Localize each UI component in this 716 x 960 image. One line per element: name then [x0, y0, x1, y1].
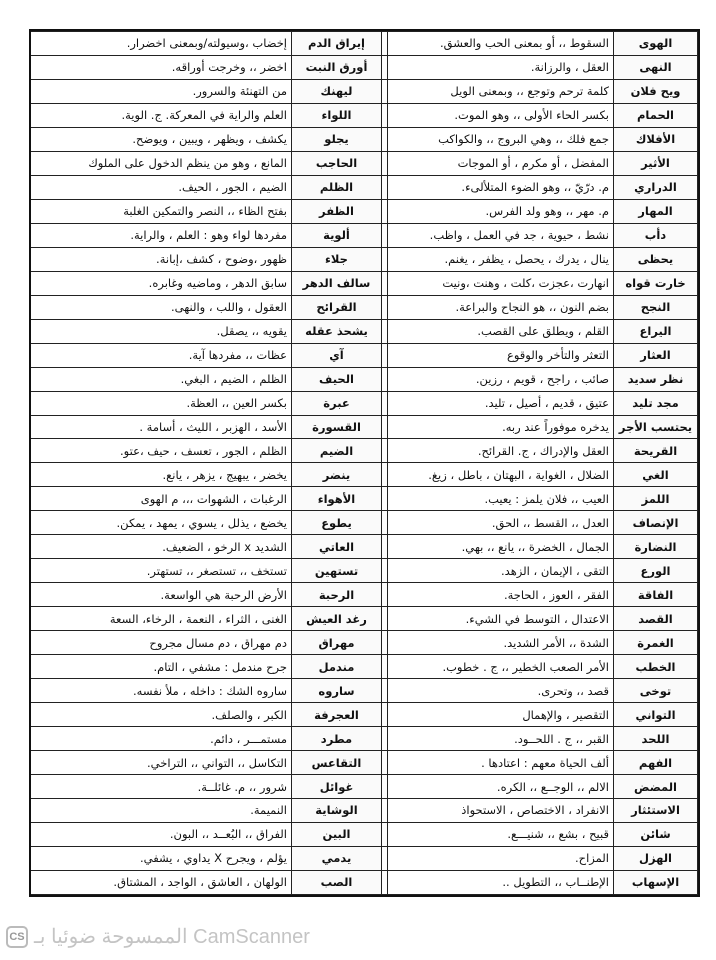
- word-cell: الخطب: [614, 655, 698, 679]
- meaning-cell: المفضل ، أو مكرم ، أو الموجات: [388, 151, 614, 175]
- column-gap: [382, 343, 388, 367]
- table-row: [29, 319, 698, 343]
- word-cell: الإسهاب: [614, 870, 698, 894]
- meaning-cell: النميمة.: [29, 799, 292, 823]
- table-row: [29, 799, 698, 823]
- word-cell: مندمل: [292, 655, 382, 679]
- column-gap: [382, 463, 388, 487]
- meaning-cell: ألف الحياة معهم : اعتادها .: [388, 751, 614, 775]
- meaning-cell: قصد ،، وتحرى.: [388, 679, 614, 703]
- word-cell: ويح فلان: [614, 79, 698, 103]
- meaning-cell: القبر ،، ج . اللحــود.: [388, 727, 614, 751]
- meaning-cell: كلمة ترحم وتوجع ،، وبمعنى الويل: [388, 79, 614, 103]
- column-gap: [382, 775, 388, 799]
- meaning-cell: يقويه ،، يصقل.: [29, 319, 292, 343]
- glossary-table: [29, 31, 698, 895]
- word-cell: الوشاية: [292, 799, 382, 823]
- word-cell: مطرد: [292, 727, 382, 751]
- word-cell: غوائل: [292, 775, 382, 799]
- meaning-cell: يدخره موفوراً عند ربه.: [388, 415, 614, 439]
- column-gap: [382, 799, 388, 823]
- word-cell: ليهنك: [292, 79, 382, 103]
- column-gap: [382, 727, 388, 751]
- table-row: [29, 127, 698, 151]
- table-row: [29, 631, 698, 655]
- word-cell: يحظى: [614, 247, 698, 271]
- meaning-cell: ظهور ،وضوح ، كشف ،إبانة.: [29, 247, 292, 271]
- meaning-cell: الأسد ، الهزبر ، الليث ، أسامة .: [29, 415, 292, 439]
- table-row: [29, 32, 698, 56]
- meaning-cell: الولهان ، العاشق ، الواجد ، المشتاق.: [29, 870, 292, 894]
- word-cell: يجلو: [292, 127, 382, 151]
- word-cell: اللواء: [292, 103, 382, 127]
- meaning-cell: مفردها لواء وهو : العلم ، والراية.: [29, 223, 292, 247]
- meaning-cell: قبيح ، بشع ،، شنيـــع.: [388, 822, 614, 846]
- word-cell: الاستئثار: [614, 799, 698, 823]
- column-gap: [382, 535, 388, 559]
- word-cell: ينضر: [292, 463, 382, 487]
- meaning-cell: شرور ،، م. غائلــة.: [29, 775, 292, 799]
- column-gap: [382, 127, 388, 151]
- word-cell: البين: [292, 822, 382, 846]
- glossary-rows: [29, 32, 698, 895]
- word-cell: الهوى: [614, 32, 698, 56]
- word-cell: الأفلاك: [614, 127, 698, 151]
- word-cell: الغمرة: [614, 631, 698, 655]
- word-cell: اللمز: [614, 487, 698, 511]
- meaning-cell: سابق الدهر ، وماضيه وغابره.: [29, 271, 292, 295]
- table-row: [29, 655, 698, 679]
- table-row: [29, 822, 698, 846]
- word-cell: الورع: [614, 559, 698, 583]
- word-cell: القسورة: [292, 415, 382, 439]
- word-cell: النضارة: [614, 535, 698, 559]
- table-row: [29, 271, 698, 295]
- word-cell: دأب: [614, 223, 698, 247]
- table-row: [29, 223, 698, 247]
- meaning-cell: اخضر ،، وخرجت أوراقه.: [29, 55, 292, 79]
- column-gap: [382, 679, 388, 703]
- meaning-cell: يكشف ، ويظهر ، ويبين ، ويوضح.: [29, 127, 292, 151]
- meaning-cell: الجمال ، الخضرة ،، يانع ،، بهي.: [388, 535, 614, 559]
- word-cell: ألوية: [292, 223, 382, 247]
- table-row: [29, 247, 698, 271]
- meaning-cell: التكاسل ،، التواني ،، التراخي.: [29, 751, 292, 775]
- camscanner-logo-icon: CS: [6, 926, 28, 948]
- scanner-watermark: [0, 918, 716, 958]
- meaning-cell: الأرض الرحبة هي الواسعة.: [29, 583, 292, 607]
- word-cell: تستهين: [292, 559, 382, 583]
- word-cell: جلاء: [292, 247, 382, 271]
- column-gap: [382, 391, 388, 415]
- word-cell: عبرة: [292, 391, 382, 415]
- meaning-cell: التعثر والتأخر والوقوع: [388, 343, 614, 367]
- meaning-cell: تستخف ،، تستصغر ،، تستهتر.: [29, 559, 292, 583]
- meaning-cell: التقصير ، والإهمال: [388, 703, 614, 727]
- table-row: [29, 199, 698, 223]
- meaning-cell: عظات ،، مفردها آية.: [29, 343, 292, 367]
- column-gap: [382, 415, 388, 439]
- meaning-cell: دم مهراق ، دم مسال مجروح: [29, 631, 292, 655]
- table-row: [29, 439, 698, 463]
- meaning-cell: الرغبات ، الشهوات ،،، م الهوى: [29, 487, 292, 511]
- word-cell: ساروه: [292, 679, 382, 703]
- word-cell: الفهم: [614, 751, 698, 775]
- word-cell: مهراق: [292, 631, 382, 655]
- word-cell: رغد العيش: [292, 607, 382, 631]
- word-cell: الفاقة: [614, 583, 698, 607]
- table-row: [29, 679, 698, 703]
- word-cell: يدمي: [292, 846, 382, 870]
- meaning-cell: الأمر الصعب الخطير ،، ج . خطوب.: [388, 655, 614, 679]
- word-cell: المهار: [614, 199, 698, 223]
- column-gap: [382, 151, 388, 175]
- meaning-cell: يخضر ، يبهيج ، يزهر ، يانع.: [29, 463, 292, 487]
- table-row: [29, 463, 698, 487]
- word-cell: العاتي: [292, 535, 382, 559]
- word-cell: التقاعس: [292, 751, 382, 775]
- meaning-cell: من التهنئة والسرور.: [29, 79, 292, 103]
- table-row: [29, 775, 698, 799]
- watermark-text: الممسوحة ضوئيا بـ CamScanner: [34, 926, 310, 948]
- column-gap: [382, 439, 388, 463]
- meaning-cell: العقل والإدراك ، ج. القرائح.: [388, 439, 614, 463]
- meaning-cell: التقى ، الإيمان ، الزهد.: [388, 559, 614, 583]
- table-row: [29, 727, 698, 751]
- meaning-cell: م. درّيّ ،، وهو الضوء المتلألىء.: [388, 175, 614, 199]
- meaning-cell: الغنى ، الثراء ، النعمة ، الرخاء، السعة: [29, 607, 292, 631]
- meaning-cell: الفراق ،، البُعــد ،، البون.: [29, 822, 292, 846]
- table-row: [29, 846, 698, 870]
- table-row: [29, 559, 698, 583]
- word-cell: يحتسب الأجر: [614, 415, 698, 439]
- table-row: [29, 870, 698, 894]
- meaning-cell: العقول ، واللب ، والنهى.: [29, 295, 292, 319]
- word-cell: التواني: [614, 703, 698, 727]
- meaning-cell: الفقر ، العوز ، الحاجة.: [388, 583, 614, 607]
- meaning-cell: عتيق ، قديم ، أصيل ، تليد.: [388, 391, 614, 415]
- meaning-cell: ينال ، يدرك ، يحصل ، يظفر ، يغنم.: [388, 247, 614, 271]
- meaning-cell: الاعتدال ، التوسط في الشيء.: [388, 607, 614, 631]
- word-cell: الحاجب: [292, 151, 382, 175]
- word-cell: الضيم: [292, 439, 382, 463]
- word-cell: الدراري: [614, 175, 698, 199]
- column-gap: [382, 199, 388, 223]
- column-gap: [382, 487, 388, 511]
- word-cell: الأثير: [614, 151, 698, 175]
- meaning-cell: الضيم ، الجور ، الحيف.: [29, 175, 292, 199]
- word-cell: نظر سديد: [614, 367, 698, 391]
- table-row: [29, 415, 698, 439]
- meaning-cell: الظلم ، الضيم ، البغي.: [29, 367, 292, 391]
- meaning-cell: بضم النون ،، هو النجاح والبراعة.: [388, 295, 614, 319]
- meaning-cell: ساروه الشك : داخله ، ملأ نفسه.: [29, 679, 292, 703]
- meaning-cell: العدل ،، القسط ،، الحق.: [388, 511, 614, 535]
- meaning-cell: الانفراد ، الاختصاص ، الاستحواذ: [388, 799, 614, 823]
- meaning-cell: الشديد x الرخو ، الضعيف.: [29, 535, 292, 559]
- table-row: [29, 367, 698, 391]
- word-cell: توخى: [614, 679, 698, 703]
- column-gap: [382, 247, 388, 271]
- meaning-cell: جرح مندمل : مشفي ، التام.: [29, 655, 292, 679]
- meaning-cell: الإطنــاب ،، التطويل ..: [388, 870, 614, 894]
- column-gap: [382, 271, 388, 295]
- meaning-cell: القلم ، ويطلق على القصب.: [388, 319, 614, 343]
- meaning-cell: نشط ، حيوية ، جد في العمل ، واظب.: [388, 223, 614, 247]
- word-cell: الصب: [292, 870, 382, 894]
- meaning-cell: إخضاب ،وسيولته/وبمعنى اخضرار.: [29, 32, 292, 56]
- meaning-cell: يخضع ، يذلل ، يسوي ، يمهد ، يمكن.: [29, 511, 292, 535]
- meaning-cell: انهارت ،عجزت ،كلت ، وهنت ،ونيت: [388, 271, 614, 295]
- table-row: [29, 103, 698, 127]
- column-gap: [382, 583, 388, 607]
- word-cell: يطوع: [292, 511, 382, 535]
- meaning-cell: صائب ، راجح ، قويم ، رزين.: [388, 367, 614, 391]
- meaning-cell: الضلال ، الغواية ، البهتان ، باطل ، زيغ.: [388, 463, 614, 487]
- column-gap: [382, 32, 388, 56]
- meaning-cell: مستمـــر ، دائم.: [29, 727, 292, 751]
- meaning-cell: بفتح الظاء ،، النصر والتمكين الغلبة: [29, 199, 292, 223]
- word-cell: القريحة: [614, 439, 698, 463]
- meaning-cell: بكسر العين ،، العظة.: [29, 391, 292, 415]
- column-gap: [382, 511, 388, 535]
- word-cell: الإنصاف: [614, 511, 698, 535]
- meaning-cell: الشدة ،، الأمر الشديد.: [388, 631, 614, 655]
- table-row: [29, 151, 698, 175]
- meaning-cell: العلم والراية في المعركة. ج. الوية.: [29, 103, 292, 127]
- word-cell: العجرفة: [292, 703, 382, 727]
- meaning-cell: الكبر ، والصلف.: [29, 703, 292, 727]
- table-row: [29, 295, 698, 319]
- meaning-cell: يؤلم ، ويجرح X يداوي ، يشفي.: [29, 846, 292, 870]
- word-cell: خارت قواه: [614, 271, 698, 295]
- column-gap: [382, 103, 388, 127]
- meaning-cell: المانع ، وهو من ينظم الدخول على الملوك: [29, 151, 292, 175]
- word-cell: سالف الدهر: [292, 271, 382, 295]
- meaning-cell: الالم ،، الوجــع ،، الكره.: [388, 775, 614, 799]
- meaning-cell: السقوط ،، أو بمعنى الحب والعشق.: [388, 32, 614, 56]
- word-cell: اللحد: [614, 727, 698, 751]
- word-cell: يشحذ عقله: [292, 319, 382, 343]
- word-cell: القصد: [614, 607, 698, 631]
- meaning-cell: العيب ،، فلان يلمز : يعيب.: [388, 487, 614, 511]
- word-cell: النجح: [614, 295, 698, 319]
- column-gap: [382, 655, 388, 679]
- table-row: [29, 583, 698, 607]
- meaning-cell: بكسر الحاء الأولى ،، وهو الموت.: [388, 103, 614, 127]
- table-row: [29, 343, 698, 367]
- word-cell: آي: [292, 343, 382, 367]
- word-cell: إيراق الدم: [292, 32, 382, 56]
- column-gap: [382, 870, 388, 894]
- meaning-cell: الظلم ، الجور ، تعسف ، حيف ،عتو.: [29, 439, 292, 463]
- word-cell: اليراع: [614, 319, 698, 343]
- meaning-cell: جمع فلك ،، وهي البروج ،، والكواكب: [388, 127, 614, 151]
- word-cell: العثار: [614, 343, 698, 367]
- column-gap: [382, 822, 388, 846]
- word-cell: الحمام: [614, 103, 698, 127]
- column-gap: [382, 751, 388, 775]
- column-gap: [382, 175, 388, 199]
- word-cell: الظلم: [292, 175, 382, 199]
- meaning-cell: م. مهر ،، وهو ولد الفرس.: [388, 199, 614, 223]
- column-gap: [382, 295, 388, 319]
- column-gap: [382, 846, 388, 870]
- table-row: [29, 175, 698, 199]
- column-gap: [382, 631, 388, 655]
- table-row: [29, 55, 698, 79]
- meaning-cell: المزاح.: [388, 846, 614, 870]
- table-row: [29, 607, 698, 631]
- meaning-cell: العقل ، والرزانة.: [388, 55, 614, 79]
- word-cell: الحيف: [292, 367, 382, 391]
- word-cell: الأهواء: [292, 487, 382, 511]
- table-row: [29, 487, 698, 511]
- column-gap: [382, 559, 388, 583]
- glossary-sheet: [29, 29, 700, 897]
- table-row: [29, 511, 698, 535]
- table-row: [29, 79, 698, 103]
- column-gap: [382, 55, 388, 79]
- column-gap: [382, 703, 388, 727]
- word-cell: مجد تليد: [614, 391, 698, 415]
- table-row: [29, 703, 698, 727]
- column-gap: [382, 367, 388, 391]
- column-gap: [382, 319, 388, 343]
- word-cell: أورق النبت: [292, 55, 382, 79]
- word-cell: النهى: [614, 55, 698, 79]
- word-cell: الرحبة: [292, 583, 382, 607]
- column-gap: [382, 607, 388, 631]
- column-gap: [382, 223, 388, 247]
- table-row: [29, 535, 698, 559]
- word-cell: المضض: [614, 775, 698, 799]
- table-row: [29, 391, 698, 415]
- word-cell: القرائح: [292, 295, 382, 319]
- word-cell: الهزل: [614, 846, 698, 870]
- word-cell: شائن: [614, 822, 698, 846]
- word-cell: الظفر: [292, 199, 382, 223]
- column-gap: [382, 79, 388, 103]
- table-row: [29, 751, 698, 775]
- word-cell: الغي: [614, 463, 698, 487]
